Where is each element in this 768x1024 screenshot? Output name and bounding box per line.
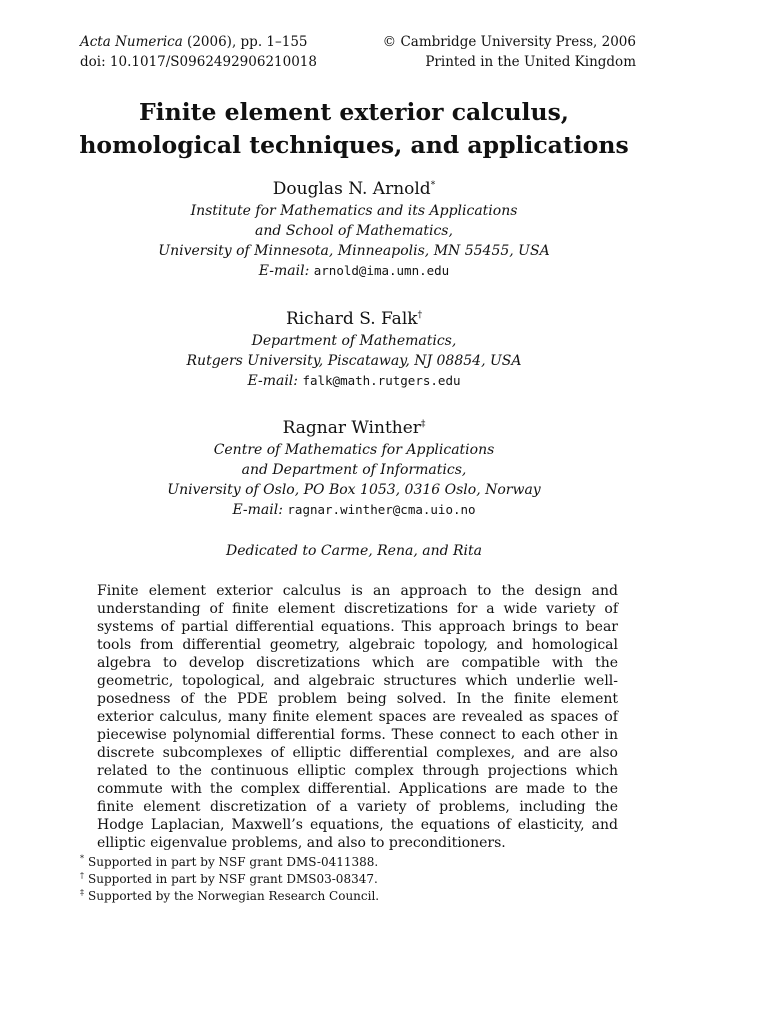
email-address[interactable]: falk@math.rutgers.edu [302, 373, 461, 388]
footnote-text: Supported in part by NSF grant DMS-0411388. [88, 855, 379, 869]
author-name [60, 416, 648, 440]
author-name [60, 177, 648, 201]
footnote [80, 854, 379, 871]
affiliation-line: and Department of Informatics, [241, 462, 467, 478]
affiliation-line: University of Minnesota, Minneapolis, MN 55455, USA [158, 243, 550, 259]
author-name-text: Richard S. Falk [285, 309, 418, 329]
author-name-text: Ragnar Winther [282, 418, 421, 438]
email-address[interactable]: arnold@ima.umn.edu [313, 263, 450, 278]
citation-line [80, 32, 317, 52]
footnote-text: Supported by the Norwegian Research Council. [88, 889, 380, 903]
author-footnote-mark: ‡ [420, 419, 426, 430]
affiliation-line: and School of Mathematics, [255, 223, 453, 239]
affiliation-line: Rutgers University, Piscataway, NJ 08854, USA [186, 353, 522, 369]
footnote [80, 888, 379, 905]
author-block-winther [60, 416, 648, 520]
email-label: E-mail: [232, 502, 288, 518]
author-name [60, 307, 648, 331]
author-footnote-mark: * [430, 180, 436, 191]
email-address[interactable]: ragnar.winther@cma.uio.no [287, 502, 476, 517]
author-name-text: Douglas N. Arnold [272, 179, 431, 199]
footnotes [80, 854, 379, 905]
journal-citation [80, 32, 317, 72]
printed-location: Printed in the United Kingdom [425, 54, 636, 70]
footnote [80, 871, 379, 888]
title-line-1: Finite element exterior calculus, [139, 98, 569, 126]
author-footnote-mark: † [417, 310, 423, 321]
title-line-2: homological techniques, and applications [79, 131, 629, 159]
copyright: © Cambridge University Press, 2006 [382, 34, 636, 50]
affiliation-line: University of Oslo, PO Box 1053, 0316 Oslo, Norway [167, 482, 541, 498]
footnote-mark: ‡ [80, 888, 84, 897]
abstract: Finite element exterior calculus is an approach to the design and understanding of finite element discretizations for a wide variety of systems of partial differential equations. This approach brings to bear tools from differential geometry, algebraic topology, and homological algebra to develop discretizations which are compatible with the geometric, topological, and algebraic structures which underlie well-posedness of the PDE problem being solved. In the finite element exterior calculus, many finite element spaces are revealed as spaces of piecewise polynomial differential forms. These connect to each other in discrete subcomplexes of elliptic differential complexes, and are also related to the continuous elliptic complex through projections which commute with the complex differential. Applications are made to the finite element discretization of a variety of problems, including the Hodge Laplacian, Maxwell’s equations, the equations of elasticity, and elliptic eigenvalue problems, and also to preconditioners. [97, 583, 618, 851]
author-block-arnold [60, 177, 648, 281]
author-block-falk [60, 307, 648, 391]
footnote-mark: † [80, 871, 84, 880]
footnote-mark: * [80, 854, 84, 863]
journal-name: Acta Numerica [80, 34, 183, 50]
paper-title [40, 96, 668, 162]
footnote-text: Supported in part by NSF grant DMS03-08347. [88, 872, 378, 886]
email-line [60, 261, 648, 281]
citation-pages: (2006), pp. 1–155 [182, 34, 308, 50]
email-label: E-mail: [247, 373, 303, 389]
publisher-info [383, 32, 636, 72]
email-line [60, 500, 648, 520]
affiliation-line: Centre of Mathematics for Applications [213, 442, 495, 458]
affiliation-line: Institute for Mathematics and its Applications [190, 203, 518, 219]
email-label: E-mail: [258, 263, 314, 279]
doi: doi: 10.1017/S0962492906210018 [80, 54, 317, 70]
affiliation-line: Department of Mathematics, [251, 333, 457, 349]
dedication: Dedicated to Carme, Rena, and Rita [225, 543, 483, 559]
email-line [60, 371, 648, 391]
